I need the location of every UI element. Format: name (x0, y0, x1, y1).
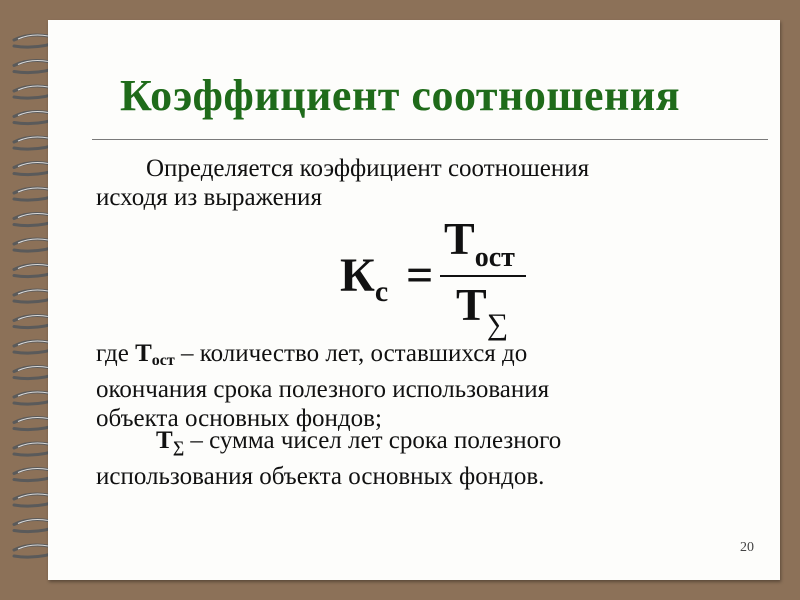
denominator-subscript: ∑ (486, 308, 509, 341)
formula-numerator (444, 212, 515, 274)
desc2-term (156, 427, 184, 454)
lhs-symbol: К (340, 249, 375, 302)
fraction-bar (440, 275, 526, 277)
denominator-symbol: Т (456, 279, 487, 330)
intro-line-1: Определяется коэффициент соотношения (146, 155, 590, 182)
desc-term (135, 340, 175, 367)
intro-line-2: исходя из выражения (96, 184, 322, 211)
desc-line-3: объекта основных фондов; (96, 405, 382, 432)
desc2-term-subscript: ∑ (172, 439, 185, 456)
formula-denominator (456, 278, 508, 342)
desc-prefix: где (96, 340, 136, 367)
page-number: 20 (740, 540, 754, 555)
desc2-line-2: использования объекта основных фондов. (96, 463, 545, 490)
intro-paragraph (96, 154, 736, 212)
desc2-indent (96, 427, 156, 454)
desc2-term-symbol: Т (156, 427, 173, 454)
equals-sign: = (406, 249, 434, 302)
desc-term-symbol: Т (135, 340, 152, 367)
definition-t-ost (96, 339, 736, 433)
ratio-formula (340, 212, 540, 341)
desc2-text-line-1: – сумма чисел лет срока полезного (184, 427, 562, 454)
desc-line-2: окончания срока полезного использования (96, 376, 550, 403)
formula-lhs (340, 248, 388, 309)
title-divider (92, 139, 768, 140)
desc-term-subscript: ост (151, 352, 175, 369)
numerator-symbol: Т (444, 213, 475, 264)
numerator-subscript: ост (474, 242, 515, 273)
lhs-subscript: с (374, 275, 389, 308)
slide-title: Коэффициент соотношения (119, 71, 681, 120)
definition-t-sum (96, 426, 736, 491)
desc-text-line-1: – количество лет, оставшихся до (174, 340, 528, 367)
